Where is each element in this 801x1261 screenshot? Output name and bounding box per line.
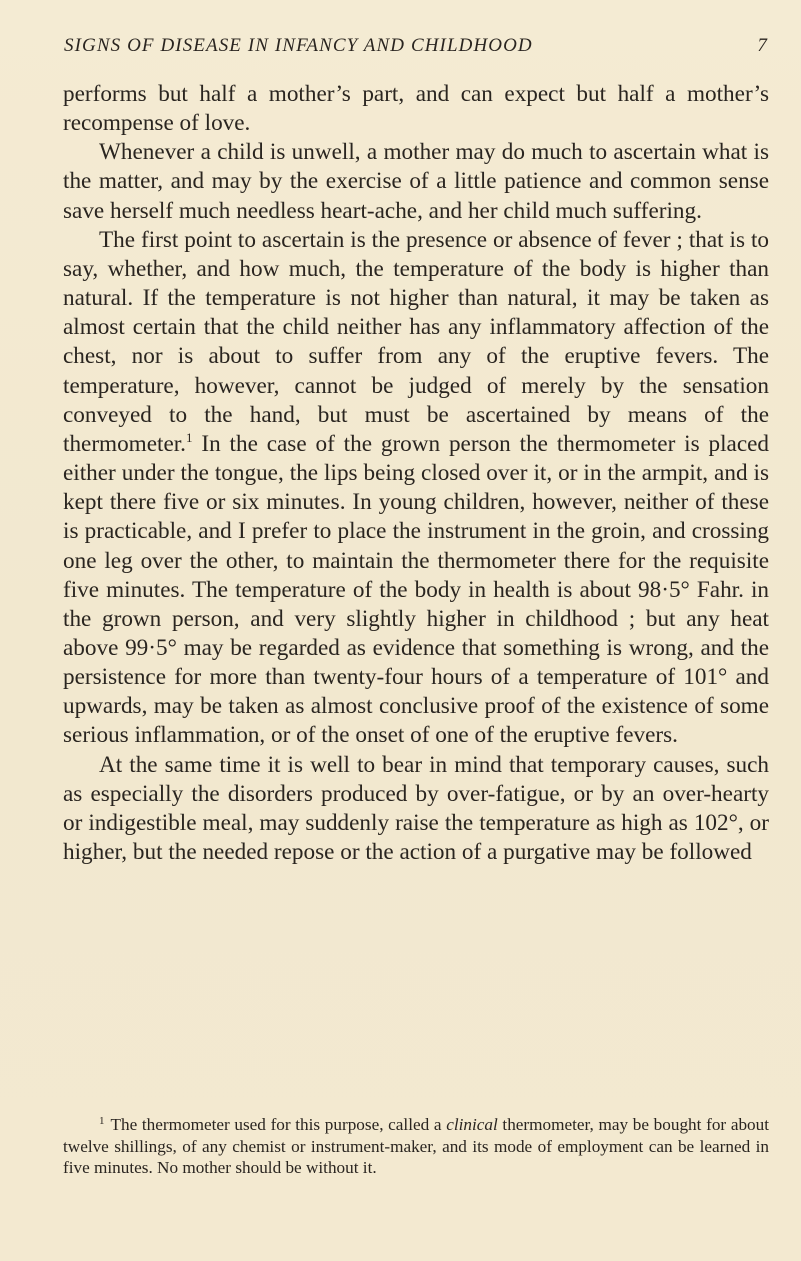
- paragraph-fever-part-2: In the case of the grown person the thermometer is placed either under the tongue, the lips being closed over it, or in the armpit, and is kept there five or six minutes. In young children, however, neither of these is practicable, and I prefer to place the instrument in the groin, and crossing one leg over the other, to maintain the thermometer there for the requisite five minutes. The temperature of the body in health is about 98·5° Fahr. in the grown person, and very slightly higher in childhood ; but any heat above 99·5° may be regarded as evidence that something is wrong, and the persistence for more than twenty-four hours of a temperature of 101° and upwards, may be taken as almost conclusive proof of the existence of some serious inflammation, or of the onset of one of the eruptive fevers.: [63, 430, 769, 749]
- paragraph-fever-part-1: The first point to ascertain is the presence or absence of fever ; that is to say, whether, and how much, the temperature of the body is higher than natural. If the temperature is not higher than natural, it may be taken as almost certain that the child neither has any inflammatory affection of the chest, nor is about to suffer from any of the eruptive fevers. The temperature, however, cannot be judged of merely by the sensation conveyed to the hand, but must be ascertained by means of the thermometer.: [63, 226, 769, 457]
- paragraph-continuation: performs but half a mother’s part, and can expect but half a mother’s recompense of love.: [63, 81, 769, 137]
- page-number: 7: [757, 35, 768, 56]
- paragraph-fever: [63, 226, 769, 751]
- paragraph-temporary-causes: At the same time it is well to bear in mind that temporary causes, such as especially the disorders produced by over-fatigue, or by an over-hearty or indigestible meal, may suddenly raise the temperature as high as 102°, or higher, but the needed repose or the action of a purgative may be followed: [63, 751, 769, 866]
- footnote: [63, 1114, 769, 1179]
- footnote-text-2: thermometer, may be bought for about twelve shillings, of any chemist or instrument-maker, and its mode of employment can be learned in five minutes. No mother should be without it.: [63, 1115, 770, 1177]
- footnote-marker: 1: [99, 1115, 105, 1127]
- body-text: [63, 80, 769, 867]
- running-header: [62, 32, 768, 62]
- footnote-reference: 1: [185, 429, 193, 445]
- paragraph-whenever: Whenever a child is unwell, a mother may do much to ascertain what is the matter, and may by the exercise of a little patience and common sense save herself much needless heart-ache, and her child much suffering.: [63, 139, 769, 224]
- footnote-italic-word: clinical: [446, 1115, 498, 1134]
- running-title: SIGNS OF DISEASE IN INFANCY AND CHILDHOOD: [64, 35, 533, 56]
- footnote-text-1: The thermometer used for this purpose, called a: [110, 1115, 447, 1134]
